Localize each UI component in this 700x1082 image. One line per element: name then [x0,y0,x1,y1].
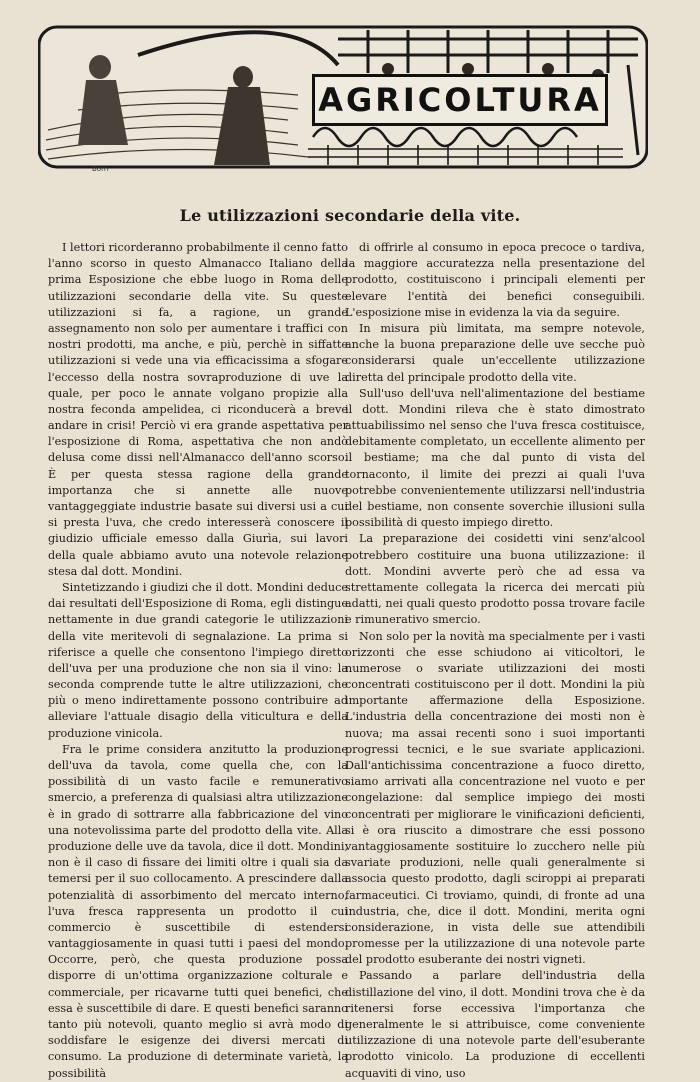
paragraph: La preparazione dei cosidetti vini senz'alcool potrebbero costituire una buona utilizzazione: il dott. Mondini avverte però che ad essa va strettamente collegata la ricerca dei mercati più adatti, nei quali questo prodotto possa trovare facile e rimunerativo smercio. [345,532,645,627]
paragraph: In misura più limitata, ma sempre notevole, anche la buona preparazione delle uve secche può considerarsi quale un'eccellente utilizzazione diretta del principale prodotto della vite. [345,321,645,384]
paragraph: Sintetizzando i giudizi che il dott. Mondini deduce dai resultati dell'Esposizione di Roma, egli distingue nettamente in due grandi categorie le utilizzazioni della vite meritevoli di segnalazione. La prima si riferisce a quelle che consentono l'impiego diretto dell'uva per una produzione che non sia il vino: la seconda comprende tutte le altre utilizzazioni, che più o meno indirettamente possono contribuire ad alleviare l'attuale disagio della viticultura e della produzione vinicola. [48,580,348,740]
paragraph: Fra le prime considera anzitutto la produzione dell'uva da tavola, come quella che, con la possibilità di un vasto facile e remunerativo smercio, a preferenza di qualsiasi altra utilizzazione è in grado di sottrarre alla fabbricazione del vino una notevolissima parte del prodotto della vite. Alla produzione delle uve da tavola, dice il dott. Mondini, non è il caso di fissare dei limiti oltre i quali sia da temersi per il suo collocamento. A prescindere dalla potenzialità di assorbimento del mercato interno, l'uva fresca rappresenta un prodotto il cui commercio è suscettibile di estendersi vantaggiosamente in quasi tutti i paesi del mondo. Occorre, però, che questa produzione possa disporre di un'ottima organizzazione colturale e commerciale, per ricavarne tutti quei benefici, che essa è suscettibile di dare. E questi benefici saranno tanto più notevoli, quanto meglio si avrà modo di soddisfare le esigenze dei diversi mercati di consumo. La produzione di determinate varietà, la possibilità [48,742,348,1080]
paragraph: di offrirle al consumo in epoca precoce o tardiva, la maggiore accuratezza nella presentazione del prodotto, costituiscono i principali elementi per elevare l'entità dei benefici conseguibili. L'esposizione mise in evidenza la via da seguire. [345,241,645,319]
paragraph: Sull'uso dell'uva nell'alimentazione del bestiame il dott. Mondini rileva che è stato dimostrato attuabilissimo nel senso che l'uva fresca costituisce, debitamente completato, un eccellente alimento per il bestiame; ma che dal punto di vista del tornaconto, il limite dei prezzi ai quali l'uva potrebbe convenientemente utilizzarsi nell'industria del bestiame, non consente soverchie illusioni sulla possibilità di questo impiego diretto. [345,386,645,530]
section-title-agricoltura: AGRICOLTURA [312,74,608,126]
article-title: Le utilizzazioni secondarie della vite. [179,206,521,225]
right-column [345,240,645,1082]
illustrator-signature: Borri [92,165,109,173]
left-column [48,240,348,1082]
paragraph: Non solo per la novità ma specialmente per i vasti orizzonti che esse schiudono ai viticoltori, le numerose o svariate utilizzazioni dei mosti concentrati costituiscono per il dott. Mondini la più importante affermazione della Esposizione. L'industria della concentrazione dei mosti non è nuova; ma assai recenti sono i suoi importanti progressi tecnici, e le sue svariate applicazioni. Dall'antichissima concentrazione a fuoco diretto, siamo arrivati alla concentrazione nel vuoto e per congelazione: dal semplice impiego dei mosti concentrati per migliorare le vinificazioni deficienti, si è ora riuscito a dimostrare che essi possono vantaggiosamente sostituire lo zucchero nelle più svariate produzioni, nelle quali generalmente si associa questo prodotto, dagli sciroppi ai preparati farmaceutici. Ci troviamo, quindi, di fronte ad una industria, che, dice il dott. Mondini, merita ogni considerazione, in vista delle sue attendibili promesse per la utilizzazione di una notevole parte del prodotto esuberante dei nostri vigneti. [345,629,645,967]
paragraph: Passando a parlare dell'industria della distillazione del vino, il dott. Mondini trova che è da ritenersi forse eccessiva l'importanza che generalmente le si attribuisce, come conveniente utilizzazione di una notevole parte dell'esuberante prodotto vinicolo. La produzione di eccellenti acquaviti di vino, uso [345,969,645,1080]
paragraph: I lettori ricorderanno probabilmente il cenno fatto l'anno scorso in questo Almanacco Italiano della prima Esposizione che ebbe luogo in Roma delle utilizzazioni secondarie della vite. Su queste utilizzazioni si fa, a ragione, un grande assegnamento non solo per aumentare i traffici con nostri prodotti, ma anche, e più, perchè in siffatte utilizzazioni si vede una via efficacissima a sfogare l'eccesso della nostra sovraproduzione di uve la quale, per poco le annate volgano propizie alla nostra feconda ampelidea, ci riconducerà a breve andare in crisi! Perciò vi era grande aspettativa per l'esposizione di Roma, aspettativa che non andò delusa come dissi nell'Almanacco dell'anno scorso. È per questa stessa ragione della grande importanza che si annette alle nuove vantaggeggiate industrie basate sui diversi usi a cui si presta l'uva, che credo interesserà conoscere il giudizio ufficiale emesso dalla Giurìa, sui lavori della quale abbiamo avuto una notevole relazione stesa dal dott. Mondini. [48,241,348,578]
